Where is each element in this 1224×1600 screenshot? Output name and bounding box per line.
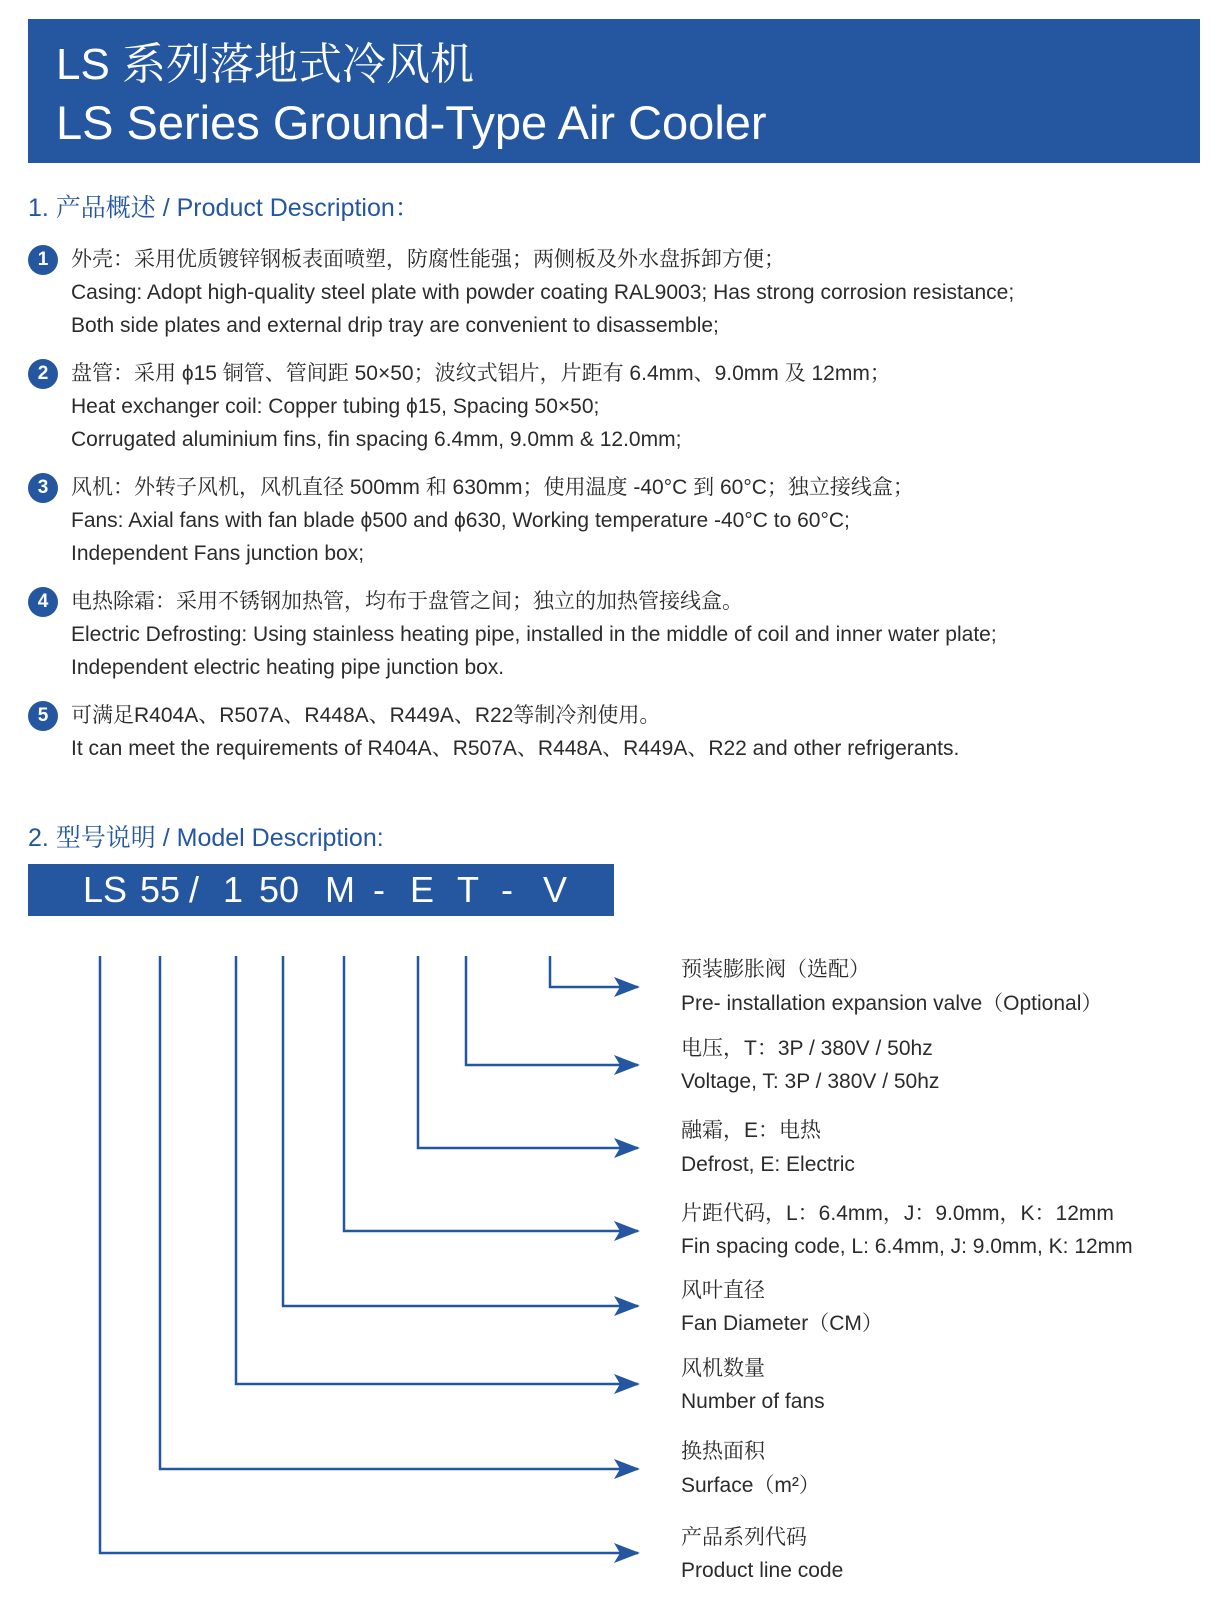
code-part-dash: - (501, 869, 513, 910)
code-part-voltage: T (457, 869, 479, 910)
connector-product-line (100, 956, 638, 1553)
label-voltage-en: Voltage, T: 3P / 380V / 50hz (681, 1070, 940, 1093)
label-fan-count-en: Number of fans (681, 1390, 825, 1413)
item-line: 可满足R404A、R507A、R448A、R449A、R22等制冷剂使用。 (71, 704, 661, 727)
product-description-title: 1. 产品概述 / Product Description： (28, 194, 420, 222)
item-line: 风机：外转子风机，风机直径 500mm 和 630mm；使用温度 -40°C 到 60°C；独立接线盒； (71, 476, 914, 499)
item-line: Heat exchanger coil: Copper tubing ϕ15, Spacing 50×50; (71, 395, 600, 418)
connector-voltage (466, 956, 638, 1065)
model-description-title: 2. 型号说明 / Model Description: (28, 824, 384, 852)
item-line: 外壳：采用优质镀锌钢板表面喷塑，防腐性能强；两侧板及外水盘拆卸方便； (71, 248, 785, 271)
item-number-badge: 4 (28, 587, 58, 617)
label-voltage-cn: 电压，T：3P / 380V / 50hz (681, 1037, 933, 1060)
label-defrost-en: Defrost, E: Electric (681, 1153, 855, 1176)
item-line: It can meet the requirements of R404A、R507A、R448A、R449A、R22 and other refrigerants. (71, 737, 960, 760)
label-surface-en: Surface（m²） (681, 1474, 820, 1497)
label-fan-diameter-cn: 风叶直径 (681, 1279, 765, 1302)
label-fan-count-cn: 风机数量 (681, 1357, 765, 1380)
code-part-series: LS (83, 869, 128, 910)
label-product-line-cn: 产品系列代码 (681, 1526, 807, 1549)
item-line: 盘管：采用 ϕ15 铜管、管间距 50×50；波纹式铝片，片距有 6.4mm、9.0mm 及 12mm； (71, 362, 891, 385)
item-number-badge: 2 (28, 359, 58, 389)
label-fin-spacing-en: Fin spacing code, L: 6.4mm, J: 9.0mm, K: 12mm (681, 1235, 1133, 1258)
item-line: 电热除霜：采用不锈钢加热管，均布于盘管之间；独立的加热管接线盒。 (71, 590, 743, 613)
connector-fan-diameter (283, 956, 638, 1306)
code-part-valve: V (543, 869, 568, 910)
code-part-surface: 55 (140, 869, 181, 910)
label-valve-cn: 预装膨胀阀（选配） (681, 958, 870, 981)
connector-defrost (418, 956, 638, 1148)
code-part-slash: / (189, 869, 200, 910)
item-line: Independent Fans junction box; (71, 542, 365, 565)
title-en: LS Series Ground-Type Air Cooler (56, 96, 767, 149)
connector-surface (160, 956, 638, 1469)
label-valve-en: Pre- installation expansion valve（Optional） (681, 992, 1103, 1015)
connector-fin-spacing (344, 956, 638, 1231)
label-product-line-en: Product line code (681, 1559, 844, 1582)
code-part-fan-diameter: 50 (259, 869, 300, 910)
label-fin-spacing-cn: 片距代码，L：6.4mm，J：9.0mm，K：12mm (681, 1202, 1114, 1225)
item-line: Casing: Adopt high-quality steel plate with powder coating RAL9003; Has strong corrosion resistance; (71, 281, 1015, 304)
code-part-fan-count: 1 (223, 869, 244, 910)
connector-valve (550, 956, 638, 987)
item-number-badge: 3 (28, 473, 58, 503)
item-line: Independent electric heating pipe junction box. (71, 656, 505, 679)
item-number-badge: 5 (28, 701, 58, 731)
item-number-badge: 1 (28, 245, 58, 275)
item-line: Both side plates and external drip tray are convenient to disassemble; (71, 314, 719, 337)
item-line: Electric Defrosting: Using stainless heating pipe, installed in the middle of coil and inner water plate; (71, 623, 997, 646)
label-defrost-cn: 融霜，E：电热 (681, 1119, 822, 1142)
code-part-defrost: E (410, 869, 435, 910)
code-part-dash: - (373, 869, 385, 910)
item-line: Fans: Axial fans with fan blade ϕ500 and ϕ630, Working temperature -40°C to 60°C; (71, 509, 850, 532)
item-line: Corrugated aluminium fins, fin spacing 6.4mm, 9.0mm & 12.0mm; (71, 428, 682, 451)
label-surface-cn: 换热面积 (681, 1440, 765, 1463)
code-part-fin-spacing: M (325, 869, 355, 910)
title-cn: LS 系列落地式冷风机 (56, 40, 475, 89)
connector-fan-count (236, 956, 638, 1384)
label-fan-diameter-en: Fan Diameter（CM） (681, 1312, 883, 1335)
